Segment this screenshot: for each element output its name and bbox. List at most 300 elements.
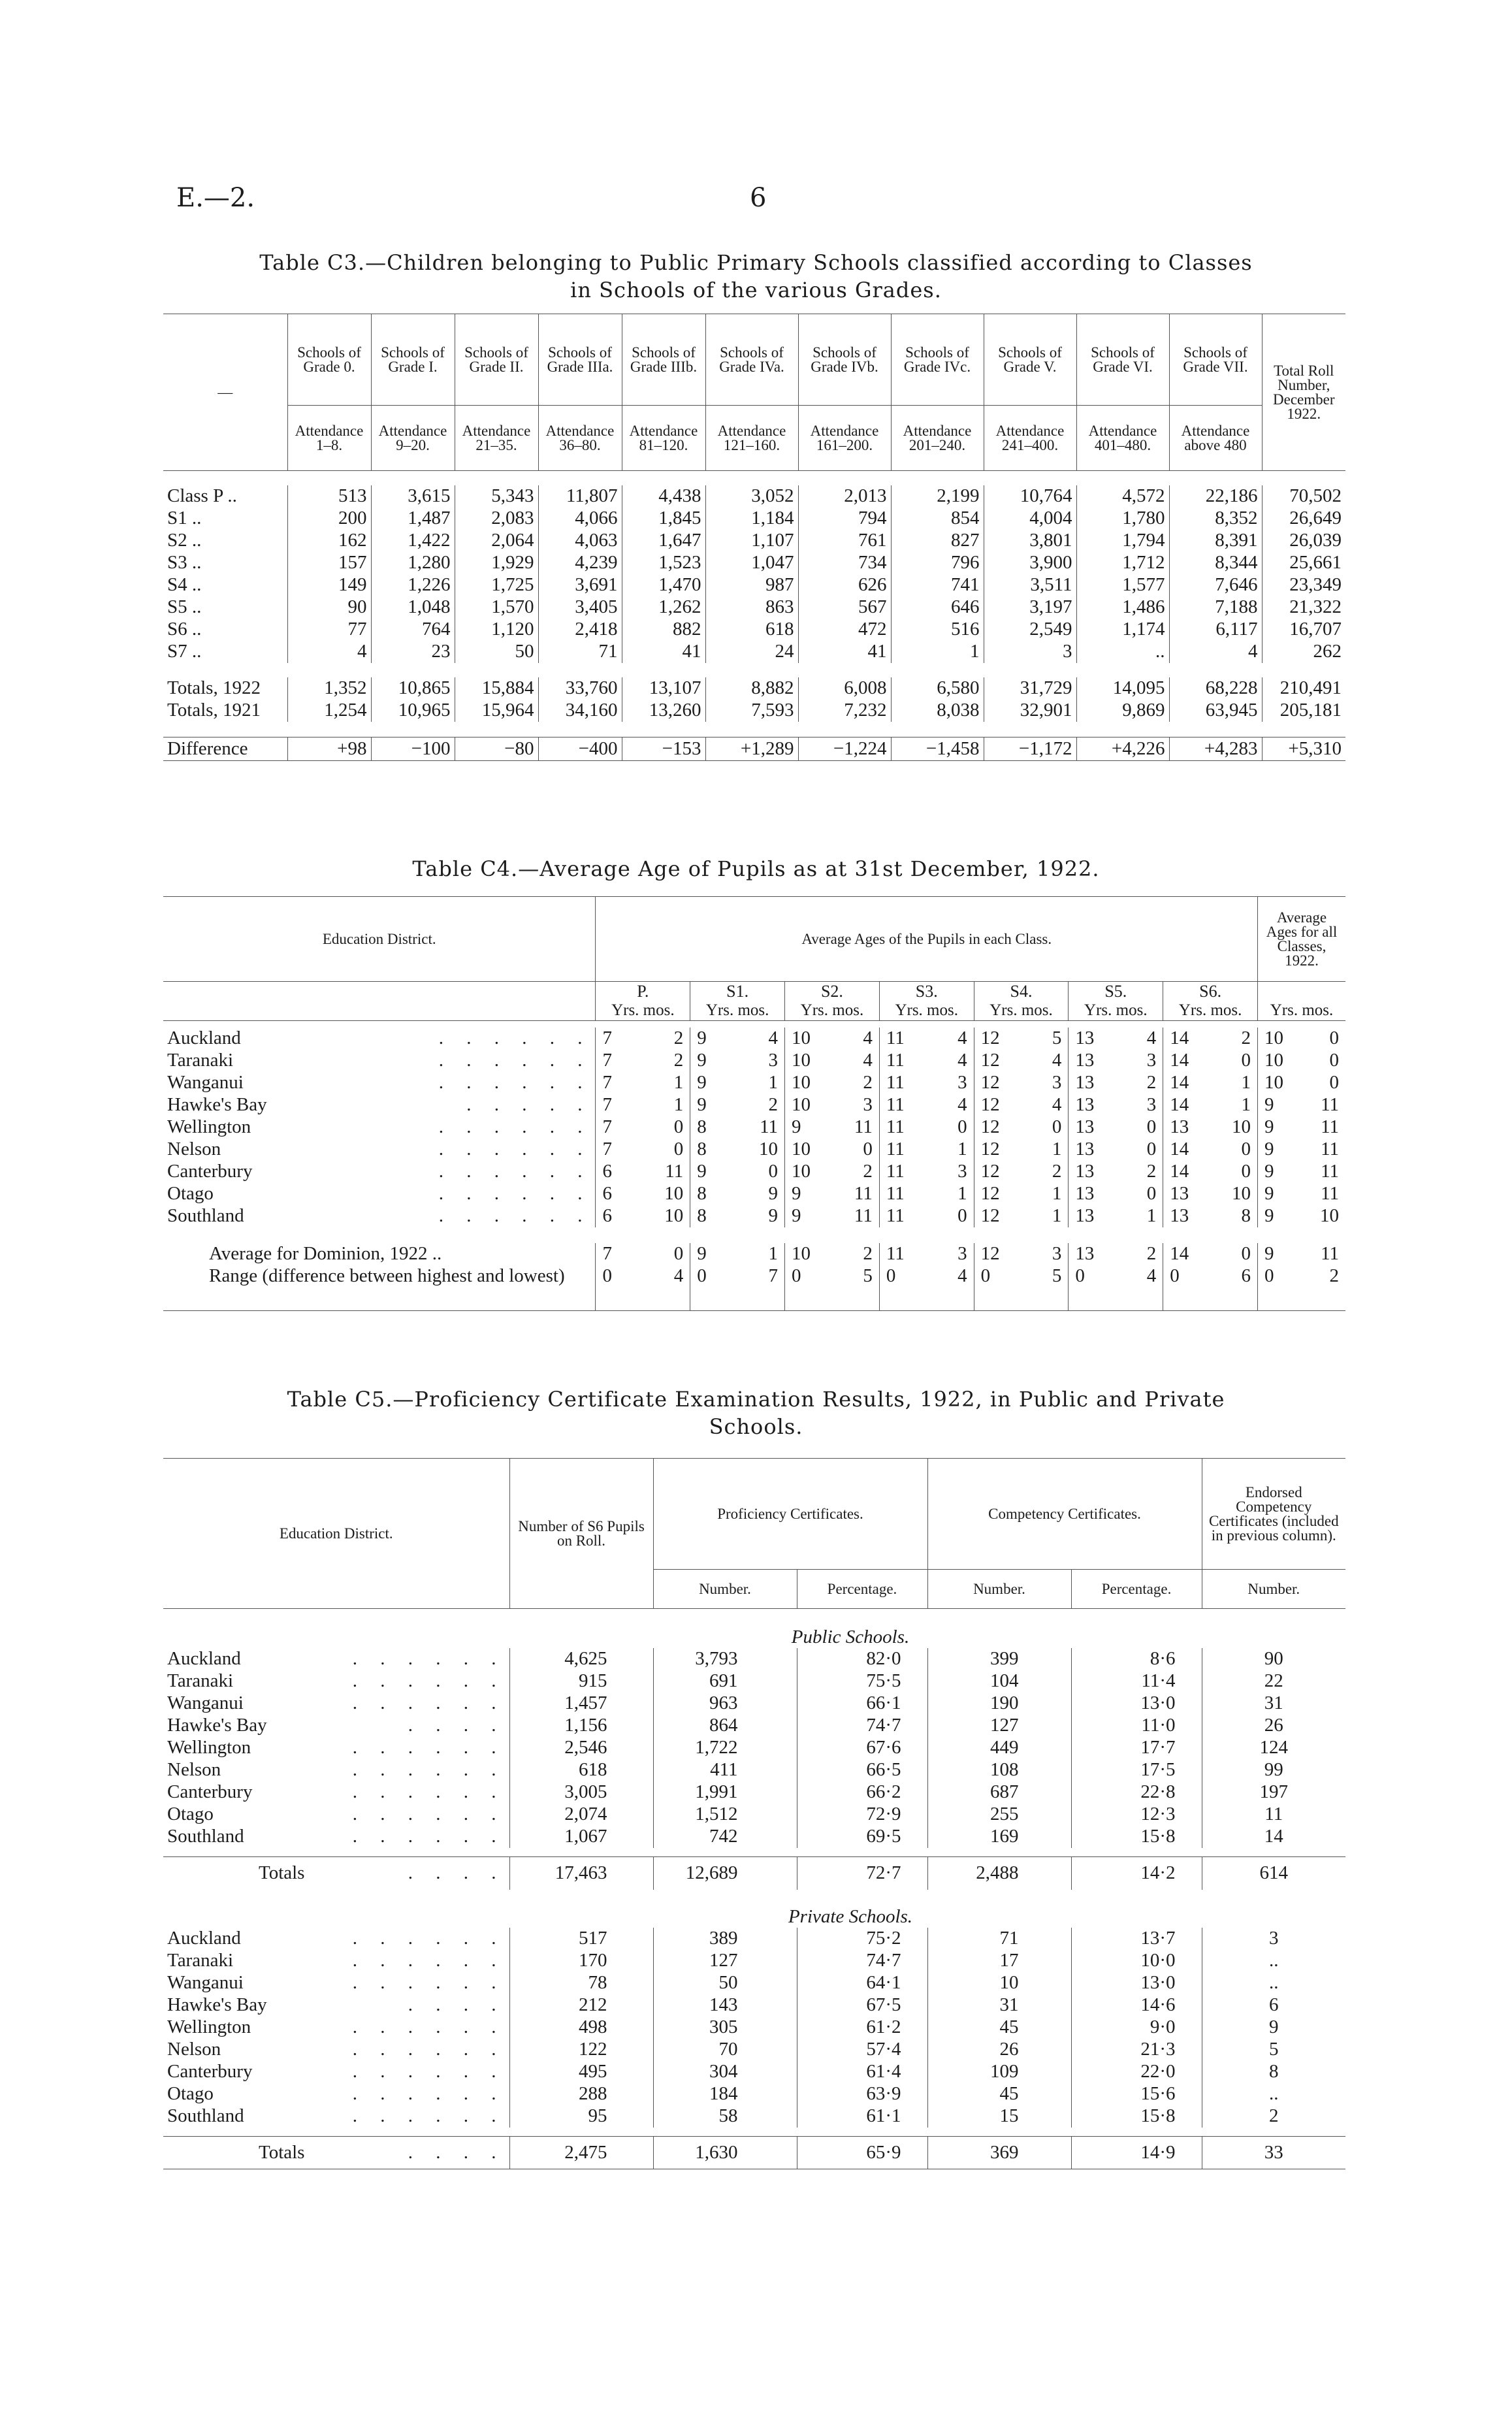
- cell-value: 10·0: [1071, 1950, 1202, 1972]
- months: 3: [768, 1050, 779, 1071]
- age-cell: [1163, 1072, 1258, 1094]
- c5-title-line1: Table C5.—Proficiency Certificate Examination Results, 1922, in Public and Private: [287, 1387, 1225, 1412]
- years: 10: [792, 1028, 811, 1048]
- age-cell: [785, 1094, 880, 1116]
- cell-value: 170: [509, 1950, 653, 1972]
- cell-value: 1,047: [705, 552, 798, 574]
- months: 0: [1241, 1243, 1251, 1264]
- cell-value: 12,689: [653, 1857, 797, 1890]
- cell-value: 1,512: [653, 1804, 797, 1826]
- c5-percentage-header: Percentage.: [797, 1570, 927, 1609]
- row-label: [163, 2017, 509, 2039]
- months: 1: [673, 1094, 684, 1115]
- c4-yrsmos-header: Yrs. mos.: [1163, 1001, 1258, 1021]
- cell-value: 1,120: [455, 619, 538, 641]
- cell-value: 26: [1202, 1715, 1345, 1737]
- cell-value: 1,156: [509, 1715, 653, 1737]
- years: 10: [1264, 1028, 1284, 1048]
- months: 9: [768, 1205, 779, 1226]
- age-cell: [1163, 1205, 1258, 1227]
- age-cell: [1069, 1161, 1163, 1183]
- age-cell: [1163, 1116, 1258, 1139]
- cell-value: ..: [1076, 641, 1169, 663]
- cell-value: 72·9: [797, 1804, 927, 1826]
- cell-value: 4,625: [509, 1648, 653, 1670]
- cell-value: 13,260: [622, 700, 705, 722]
- months: 1: [1052, 1139, 1062, 1159]
- district-name: Southland: [167, 1205, 244, 1226]
- cell-value: 2,199: [891, 485, 984, 508]
- cell-value: 5,343: [455, 485, 538, 508]
- row-label: [163, 1693, 509, 1715]
- age-cell: [690, 1243, 785, 1265]
- row-label: [163, 1950, 509, 1972]
- years: 9: [697, 1072, 707, 1093]
- years: 13: [1075, 1072, 1095, 1093]
- c3-grade-header: Schools of Grade IVa.: [705, 314, 798, 406]
- c3-attendance-header: Attendance 241–400.: [984, 406, 1076, 471]
- cell-value: 2: [1202, 2105, 1345, 2128]
- cell-value: 1,523: [622, 552, 705, 574]
- cell-value: 15,884: [455, 677, 538, 700]
- district-name: Auckland: [167, 1648, 241, 1669]
- cell-value: 1,048: [371, 596, 455, 619]
- cell-value: 7,188: [1169, 596, 1262, 619]
- table-row: [163, 485, 1345, 508]
- district-name: Hawke's Bay: [167, 1994, 267, 2015]
- leader-dots: . . . .: [408, 1994, 506, 2015]
- cell-value: 13·0: [1071, 1972, 1202, 1994]
- cell-value: 31: [1202, 1693, 1345, 1715]
- age-cell: [1258, 1050, 1345, 1072]
- cell-value: 1,280: [371, 552, 455, 574]
- cell-value: −400: [538, 737, 622, 761]
- table-row: [163, 1139, 1345, 1161]
- row-label: S5 ..: [167, 596, 202, 617]
- row-label: [163, 1928, 509, 1950]
- section-heading: Public Schools.: [791, 1626, 910, 1647]
- table-row: [163, 1116, 1345, 1139]
- years: 12: [980, 1205, 1000, 1226]
- cell-value: 67·5: [797, 1994, 927, 2017]
- c4-yrsmos-header: Yrs. mos.: [1258, 1001, 1345, 1021]
- cell-value: 4,063: [538, 530, 622, 552]
- cell-value: 6,117: [1169, 619, 1262, 641]
- months: 1: [1052, 1205, 1062, 1226]
- cell-value: +98: [287, 737, 371, 761]
- age-cell: [879, 1116, 974, 1139]
- years: 13: [1075, 1205, 1095, 1226]
- c4-district-header: Education District.: [322, 930, 436, 947]
- cell-value: 149: [287, 574, 371, 596]
- leader-dots: . . . . . .: [352, 1737, 506, 1758]
- cell-value: 449: [927, 1737, 1071, 1759]
- cell-value: 11: [1202, 1804, 1345, 1826]
- cell-value: 17: [927, 1950, 1071, 1972]
- years: 7: [602, 1028, 612, 1048]
- age-cell: [785, 1161, 880, 1183]
- years: 10: [792, 1161, 811, 1182]
- years: 9: [1264, 1205, 1274, 1226]
- page-series: E.—2.: [176, 183, 255, 213]
- spacer-row: [163, 1848, 1345, 1857]
- cell-value: 1,577: [1076, 574, 1169, 596]
- spacer-row: [163, 663, 1345, 677]
- age-cell: [785, 1116, 880, 1139]
- district-name: Taranaki: [167, 1050, 234, 1071]
- row-label: [163, 2083, 509, 2105]
- age-cell: [879, 1028, 974, 1050]
- cell-value: 864: [653, 1715, 797, 1737]
- table-row: [163, 596, 1345, 619]
- cell-value: 1: [891, 641, 984, 663]
- cell-value: 70: [653, 2039, 797, 2061]
- months: 4: [1052, 1050, 1062, 1071]
- c3-grade-header: Schools of Grade I.: [371, 314, 455, 406]
- cell-value: 23: [371, 641, 455, 663]
- cell-value: 8,391: [1169, 530, 1262, 552]
- cell-value: 4: [1169, 641, 1262, 663]
- c4-class-header: S6.: [1163, 982, 1258, 1001]
- table-row: [163, 508, 1345, 530]
- age-cell: [596, 1161, 690, 1183]
- age-cell: [690, 1116, 785, 1139]
- years: 14: [1170, 1161, 1189, 1182]
- age-cell: [974, 1116, 1069, 1139]
- cell-value: 7,593: [705, 700, 798, 722]
- age-cell: [690, 1183, 785, 1205]
- cell-value: 190: [927, 1693, 1071, 1715]
- cell-value: 11,807: [538, 485, 622, 508]
- cell-value: 1,107: [705, 530, 798, 552]
- cell-value: 2,013: [798, 485, 891, 508]
- age-cell: [879, 1183, 974, 1205]
- cell-value: 16,707: [1262, 619, 1345, 641]
- row-label: [163, 1781, 509, 1804]
- table-row: [163, 1781, 1345, 1804]
- cell-value: 11·4: [1071, 1670, 1202, 1693]
- years: 11: [886, 1116, 905, 1137]
- age-cell: [1069, 1072, 1163, 1094]
- cell-value: 64·1: [797, 1972, 927, 1994]
- years: 14: [1170, 1072, 1189, 1093]
- age-cell: [879, 1094, 974, 1116]
- cell-value: 2,418: [538, 619, 622, 641]
- table-row: [163, 619, 1345, 641]
- age-cell: [596, 1205, 690, 1227]
- cell-value: 13·0: [1071, 1693, 1202, 1715]
- months: 4: [957, 1094, 967, 1115]
- cell-value: 1,570: [455, 596, 538, 619]
- cell-value: 162: [287, 530, 371, 552]
- cell-value: 17·7: [1071, 1737, 1202, 1759]
- leader-dots: . . . . . .: [352, 2017, 506, 2037]
- table-row: [163, 1693, 1345, 1715]
- months: 0: [1241, 1161, 1251, 1182]
- leader-dots: . . . . . .: [352, 1826, 506, 1847]
- cell-value: 33,760: [538, 677, 622, 700]
- cell-value: 3,900: [984, 552, 1076, 574]
- district-name: Totals: [259, 1862, 305, 1884]
- c3-stub-header: —: [217, 383, 233, 400]
- months: 2: [1241, 1028, 1251, 1048]
- years: 0: [697, 1265, 707, 1286]
- months: 10: [1320, 1205, 1339, 1226]
- months: 2: [1329, 1265, 1339, 1286]
- table-row: [163, 1826, 1345, 1848]
- cell-value: 411: [653, 1759, 797, 1781]
- age-cell: [1069, 1116, 1163, 1139]
- cell-value: 8,038: [891, 700, 984, 722]
- cell-value: 3,793: [653, 1648, 797, 1670]
- age-cell: [596, 1072, 690, 1094]
- c4-class-header: S4.: [974, 982, 1069, 1001]
- age-cell: [1069, 1028, 1163, 1050]
- leader-dots: . . . . . .: [352, 2061, 506, 2082]
- cell-value: 78: [509, 1972, 653, 1994]
- difference-row: [163, 737, 1345, 761]
- cell-value: 70,502: [1262, 485, 1345, 508]
- years: 13: [1170, 1116, 1189, 1137]
- cell-value: +4,283: [1169, 737, 1262, 761]
- spacer-row: [163, 471, 1345, 485]
- years: 14: [1170, 1094, 1189, 1115]
- cell-value: 618: [705, 619, 798, 641]
- row-label: Totals, 1921: [167, 700, 261, 721]
- months: 0: [1052, 1116, 1062, 1137]
- table-row: [163, 1028, 1345, 1050]
- cell-value: ..: [1202, 1950, 1345, 1972]
- cell-value: −153: [622, 737, 705, 761]
- table-row: [163, 2039, 1345, 2061]
- age-cell: [974, 1050, 1069, 1072]
- months: 0: [1329, 1028, 1339, 1048]
- months: 4: [1146, 1028, 1157, 1048]
- district-name: Southland: [167, 1826, 244, 1847]
- cell-value: 23,349: [1262, 574, 1345, 596]
- years: 10: [792, 1094, 811, 1115]
- cell-value: 205,181: [1262, 700, 1345, 722]
- cell-value: 399: [927, 1648, 1071, 1670]
- cell-value: 1,647: [622, 530, 705, 552]
- years: 6: [602, 1183, 612, 1204]
- cell-value: 1,262: [622, 596, 705, 619]
- months: 4: [957, 1028, 967, 1048]
- age-cell: [785, 1072, 880, 1094]
- months: 0: [1146, 1116, 1157, 1137]
- years: 9: [1264, 1161, 1274, 1182]
- cell-value: 4,239: [538, 552, 622, 574]
- row-label: S1 ..: [167, 508, 202, 528]
- cell-value: 45: [927, 2083, 1071, 2105]
- cell-value: 34,160: [538, 700, 622, 722]
- years: 14: [1170, 1139, 1189, 1159]
- table-c4: [163, 896, 1345, 1311]
- district-name: Canterbury: [167, 2061, 253, 2082]
- cell-value: 32,901: [984, 700, 1076, 722]
- years: 12: [980, 1243, 1000, 1264]
- cell-value: 124: [1202, 1737, 1345, 1759]
- cell-value: 14·6: [1071, 1994, 1202, 2017]
- years: 10: [792, 1139, 811, 1159]
- range-row: [163, 1265, 1345, 1311]
- cell-value: 13,107: [622, 677, 705, 700]
- row-label: [163, 1072, 596, 1094]
- months: 2: [1146, 1161, 1157, 1182]
- table-c3: [163, 314, 1345, 761]
- district-name: Canterbury: [167, 1781, 253, 1802]
- cell-value: 90: [1202, 1648, 1345, 1670]
- months: 5: [863, 1265, 873, 1286]
- cell-value: 513: [287, 485, 371, 508]
- years: 13: [1170, 1183, 1189, 1204]
- district-name: Wanganui: [167, 1072, 244, 1093]
- age-cell: [1163, 1243, 1258, 1265]
- c3-total-header: Total Roll Number, December 1922.: [1262, 314, 1345, 471]
- years: 9: [1264, 1183, 1274, 1204]
- leader-dots: . . . . . .: [352, 2083, 506, 2104]
- c4-yrsmos-header: Yrs. mos.: [1069, 1001, 1163, 1021]
- total-row: [163, 700, 1345, 722]
- c5-district-header: Education District.: [279, 1525, 393, 1542]
- years: 13: [1075, 1028, 1095, 1048]
- age-cell: [1163, 1028, 1258, 1050]
- leader-dots: . . . . . .: [438, 1116, 592, 1137]
- private-schools-heading: [163, 1890, 1345, 1928]
- table-row: [163, 1161, 1345, 1183]
- row-label: [163, 1804, 509, 1826]
- district-name: Southland: [167, 2105, 244, 2126]
- table-c5: [163, 1458, 1345, 2169]
- age-cell: [974, 1183, 1069, 1205]
- cell-value: 882: [622, 619, 705, 641]
- cell-value: 3,615: [371, 485, 455, 508]
- public-schools-heading: [163, 1609, 1345, 1648]
- cell-value: 1,991: [653, 1781, 797, 1804]
- cell-value: 7,646: [1169, 574, 1262, 596]
- months: 11: [854, 1183, 873, 1204]
- years: 13: [1075, 1139, 1095, 1159]
- district-name: Taranaki: [167, 1670, 234, 1691]
- cell-value: 127: [927, 1715, 1071, 1737]
- cell-value: 3,801: [984, 530, 1076, 552]
- cell-value: 65·9: [797, 2137, 927, 2169]
- cell-value: 10,965: [371, 700, 455, 722]
- table-row: [163, 574, 1345, 596]
- cell-value: 14: [1202, 1826, 1345, 1848]
- months: 1: [1052, 1183, 1062, 1204]
- months: 4: [1146, 1265, 1157, 1286]
- years: 0: [1264, 1265, 1274, 1286]
- cell-value: 200: [287, 508, 371, 530]
- cell-value: 68,228: [1169, 677, 1262, 700]
- months: 11: [1321, 1183, 1339, 1204]
- cell-value: 22·8: [1071, 1781, 1202, 1804]
- age-cell: [596, 1116, 690, 1139]
- cell-value: 24: [705, 641, 798, 663]
- age-cell: [879, 1072, 974, 1094]
- district-name: Wellington: [167, 2017, 251, 2037]
- table-row: [163, 1205, 1345, 1227]
- cell-value: 31,729: [984, 677, 1076, 700]
- cell-value: 3: [984, 641, 1076, 663]
- cell-value: 22·0: [1071, 2061, 1202, 2083]
- cell-value: 2,549: [984, 619, 1076, 641]
- cell-value: 108: [927, 1759, 1071, 1781]
- row-label: [163, 1857, 509, 1890]
- cell-value: 517: [509, 1928, 653, 1950]
- cell-value: 1,794: [1076, 530, 1169, 552]
- leader-dots: . . . . . .: [352, 1648, 506, 1669]
- age-cell: [974, 1072, 1069, 1094]
- c4-class-header: S3.: [879, 982, 974, 1001]
- cell-value: 25,661: [1262, 552, 1345, 574]
- cell-value: 71: [538, 641, 622, 663]
- cell-value: 4,004: [984, 508, 1076, 530]
- cell-value: 10,764: [984, 485, 1076, 508]
- cell-value: 2,488: [927, 1857, 1071, 1890]
- table-row: [163, 2061, 1345, 2083]
- table-row: [163, 2017, 1345, 2039]
- cell-value: −100: [371, 737, 455, 761]
- age-cell: [1163, 1139, 1258, 1161]
- cell-value: 109: [927, 2061, 1071, 2083]
- months: 0: [673, 1243, 684, 1264]
- row-label: [163, 1139, 596, 1161]
- age-cell: [690, 1050, 785, 1072]
- months: 7: [768, 1265, 779, 1286]
- district-name: Nelson: [167, 2039, 221, 2060]
- row-label: S4 ..: [167, 574, 202, 595]
- cell-value: 9·0: [1071, 2017, 1202, 2039]
- cell-value: 1,929: [455, 552, 538, 574]
- years: 8: [697, 1183, 707, 1204]
- cell-value: 304: [653, 2061, 797, 2083]
- years: 9: [792, 1183, 801, 1204]
- age-cell: [974, 1243, 1069, 1265]
- cell-value: 498: [509, 2017, 653, 2039]
- row-label: [163, 1094, 596, 1116]
- years: 11: [886, 1243, 905, 1264]
- months: 1: [957, 1183, 967, 1204]
- months: 0: [768, 1161, 779, 1182]
- months: 1: [1241, 1072, 1251, 1093]
- cell-value: 827: [891, 530, 984, 552]
- row-label: [163, 2061, 509, 2083]
- age-cell: [690, 1265, 785, 1311]
- cell-value: 1,722: [653, 1737, 797, 1759]
- cell-value: 57·4: [797, 2039, 927, 2061]
- table-row: [163, 1094, 1345, 1116]
- cell-value: 82·0: [797, 1648, 927, 1670]
- table-row: [163, 1928, 1345, 1950]
- district-name: Wellington: [167, 1737, 251, 1758]
- c5-proficiency-header: Proficiency Certificates.: [653, 1459, 927, 1570]
- district-name: Otago: [167, 2083, 214, 2104]
- cell-value: 58: [653, 2105, 797, 2128]
- leader-dots: . . . . . .: [352, 1781, 506, 1802]
- cell-value: 31: [927, 1994, 1071, 2017]
- cell-value: 6: [1202, 1994, 1345, 2017]
- c3-attendance-header: Attendance 161–200.: [798, 406, 891, 471]
- district-name: Nelson: [167, 1139, 221, 1159]
- months: 10: [664, 1183, 684, 1204]
- months: 10: [1232, 1183, 1251, 1204]
- cell-value: 472: [798, 619, 891, 641]
- age-cell: [690, 1205, 785, 1227]
- cell-value: 143: [653, 1994, 797, 2017]
- c4-yrsmos-header: Yrs. mos.: [690, 1001, 785, 1021]
